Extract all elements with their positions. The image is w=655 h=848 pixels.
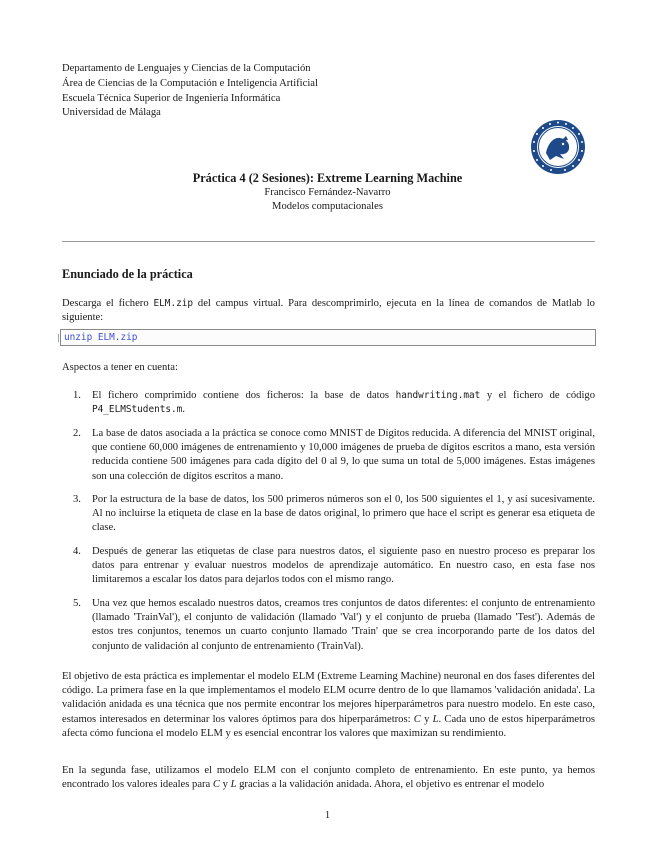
list-item xyxy=(73,389,596,417)
intro-text: del campus virtual. Para descomprimirlo, ejecuta en la línea de comandos de Matlab lo siguiente: xyxy=(62,298,595,324)
university-seal-logo xyxy=(530,119,586,175)
paragraph-text: y xyxy=(219,779,231,791)
paragraph-text: gracias a la validación anidada. Ahora, el objetivo es entrenar el modelo xyxy=(236,779,545,791)
list-text: Después de generar las etiquetas de clase para nuestros datos, el siguiente paso en nuestro proceso es preparar los datos para entrenar y evaluar nuestros modelos de aprendizaje automático. En nuestro caso, en esta fase nos limitaremos a escalar los datos para dejarlos todos con el mismo rango. xyxy=(92,546,595,586)
paragraph-text: y xyxy=(420,713,433,725)
header-line: Escuela Técnica Superior de Ingeniería Informática xyxy=(62,92,281,104)
filename-inline: handwriting.mat xyxy=(395,390,481,401)
author: Francisco Fernández-Navarro xyxy=(264,187,391,198)
intro-text: Descarga el fichero xyxy=(62,298,154,309)
filename-inline: ELM.zip xyxy=(153,298,194,309)
list-text: y el fichero de código xyxy=(480,390,596,401)
code-gutter-marker xyxy=(58,334,61,342)
body-paragraph xyxy=(62,764,595,792)
aspects-label: Aspectos a tener en cuenta: xyxy=(62,362,178,373)
intro-paragraph xyxy=(62,297,595,325)
list-text: Por la estructura de la base de datos, los 500 primeros números son el 0, los 500 siguientes el 1, y así sucesivamente. Al no incluirse la etiqueta de clase en la base de datos original, lo primero que hace el script es generar esa etiqueta de clase. xyxy=(92,494,595,534)
code-command: unzip ELM.zip xyxy=(64,332,138,343)
math-variable: C xyxy=(212,779,220,791)
list-item xyxy=(73,597,595,654)
math-variable: L xyxy=(432,713,439,725)
list-item xyxy=(73,427,595,484)
list-number: 5. xyxy=(73,598,81,609)
header-line: Universidad de Málaga xyxy=(62,107,161,119)
paragraph-text: En la segunda fase, utilizamos el modelo ELM con el conjunto completo de entrenamiento. En este punto, ya hemos encontrado los valores ideales para xyxy=(62,765,595,791)
paragraph-text: . Cada uno de estos hiperparámetros afecta cómo funciona el modelo ELM y es esencial encontrar los valores que maximizan su rendimiento. xyxy=(62,713,595,739)
body-paragraph xyxy=(62,670,595,741)
document-title: Práctica 4 (2 Sesiones): Extreme Learning Machine xyxy=(192,171,463,185)
list-number: 3. xyxy=(73,494,81,505)
math-variable: C xyxy=(413,713,421,725)
filename-inline: P4_ELMStudents.m xyxy=(92,404,183,416)
list-item xyxy=(73,545,595,588)
list-text: El fichero comprimido contiene dos ficheros: la base de datos xyxy=(92,390,396,401)
list-number: 2. xyxy=(73,428,81,439)
list-number: 1. xyxy=(73,390,81,401)
list-text: Una vez que hemos escalado nuestros datos, creamos tres conjuntos de datos diferentes: el conjunto de entrenamiento (llamado 'TrainVal'), el conjunto de validación (llamado 'Val') y el conjunto de prueba (llamado 'Test'). Además de estos tres conjuntos, tenemos un cuarto conjunto llamado 'Train' que se crea incorporando parte de los datos del conjunto de validación al conjunto de entrenamiento (TrainVal). xyxy=(92,598,595,652)
course-name: Modelos computacionales xyxy=(272,201,383,212)
paragraph-text: El objetivo de esta práctica es implementar el modelo ELM (Extreme Learning Machine) neuronal en dos fases diferentes del código. La primera fase en la que implementamos el modelo ELM ocurre dentro de lo que llamamos 'validación anidada'. La validación anidada es una técnica que nos permite encontrar los mejores hiperparámetros para nuestro modelo. En este caso, estamos interesados en determinar los valores óptimos para dos hiperparámetros: xyxy=(62,671,595,725)
header-line: Área de Ciencias de la Computación e Inteligencia Artificial xyxy=(62,77,318,89)
title-block xyxy=(0,170,655,214)
list-text: . xyxy=(182,404,185,416)
list-item xyxy=(73,493,595,536)
section-heading: Enunciado de la práctica xyxy=(62,267,193,281)
page-number: 1 xyxy=(324,810,331,821)
department-header xyxy=(62,62,318,121)
math-variable: L xyxy=(230,779,237,791)
header-line: Departamento de Lenguajes y Ciencias de la Computación xyxy=(62,63,311,74)
list-number: 4. xyxy=(73,546,81,557)
list-text: La base de datos asociada a la práctica se conoce como MNIST de Dígitos reducida. A diferencia del MNIST original, que contiene 60,000 imágenes de entrenamiento y 10,000 imágenes de prueba de dígitos escritos a mano, esta versión reducida contiene 500 imágenes para cada dígito del 0 al 9, lo que suma un total de 5,000 imágenes. Estas imágenes son una colección de dígitos escritos a mano. xyxy=(92,428,595,482)
code-block xyxy=(60,329,596,346)
title-divider xyxy=(62,241,595,242)
